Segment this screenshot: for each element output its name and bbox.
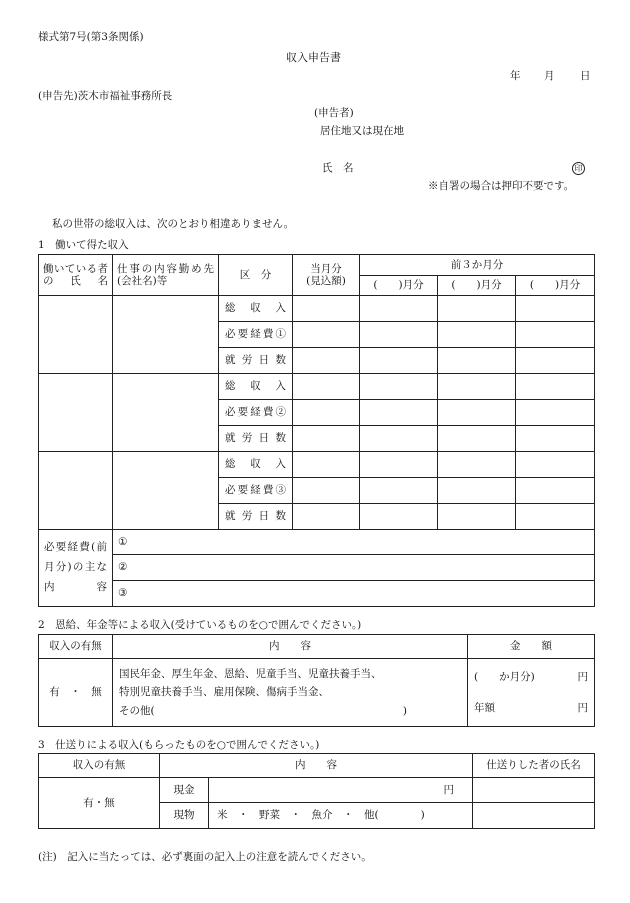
value-cell[interactable] xyxy=(360,400,438,426)
form-number: 様式第7号(第3条関係) xyxy=(38,31,144,43)
value-cell[interactable] xyxy=(293,400,360,426)
value-cell[interactable] xyxy=(360,452,438,478)
expense-item-2[interactable]: ② xyxy=(113,555,595,581)
addressee: (申告先)茨木市福祉事務所長 xyxy=(38,90,173,102)
date-month-label: 月 xyxy=(544,70,555,82)
cash-amount-cell[interactable]: 円 xyxy=(209,778,473,803)
value-cell[interactable] xyxy=(360,426,438,452)
col-content: 内 容 xyxy=(160,754,473,778)
footer-note: (注) 記入に当たっては、必ず裏面の記入上の注意を読んでください。 xyxy=(38,851,372,863)
value-cell[interactable] xyxy=(438,400,516,426)
value-cell[interactable] xyxy=(438,452,516,478)
value-cell[interactable] xyxy=(293,478,360,504)
value-cell[interactable] xyxy=(516,322,595,348)
col-work-content: 仕事の内容勤め先(会社名)等 xyxy=(113,255,219,296)
cash-label: 現金 xyxy=(160,778,209,803)
value-cell[interactable] xyxy=(516,504,595,530)
value-cell[interactable] xyxy=(293,322,360,348)
date-day-label: 日 xyxy=(580,70,591,82)
row-label: 就労日数 xyxy=(219,504,293,530)
value-cell[interactable] xyxy=(438,504,516,530)
goods-items-choice[interactable]: 米 ・ 野菜 ・ 魚介 ・ 他( ) xyxy=(209,803,473,829)
work-content-cell[interactable] xyxy=(113,296,219,374)
value-cell[interactable] xyxy=(360,348,438,374)
section1-title: 1 働いて得た収入 xyxy=(38,239,129,251)
date-year-label: 年 xyxy=(510,70,521,82)
value-cell[interactable] xyxy=(516,400,595,426)
value-cell[interactable] xyxy=(360,322,438,348)
col-income-status: 収入の有無 xyxy=(39,635,113,659)
sender-name-cell[interactable] xyxy=(473,803,595,829)
value-cell[interactable] xyxy=(516,348,595,374)
expense-item-1[interactable]: ① xyxy=(113,530,595,555)
income-status-choice[interactable]: 有 ・ 無 xyxy=(39,659,113,727)
sender-name-cell[interactable] xyxy=(473,778,595,803)
row-label: 必要経費① xyxy=(219,322,293,348)
seal-note: ※自署の場合は押印不要です。 xyxy=(428,180,575,192)
value-cell[interactable] xyxy=(360,478,438,504)
row-label: 必要経費② xyxy=(219,400,293,426)
declarant-label: (申告者) xyxy=(314,107,354,119)
value-cell[interactable] xyxy=(293,426,360,452)
address-label: 居住地又は現在地 xyxy=(320,125,404,137)
work-income-table xyxy=(38,254,595,607)
seal-mark: 印 xyxy=(572,162,585,175)
row-label: 総 収 入 xyxy=(219,296,293,322)
col-current-month: 当月分 (見込額) xyxy=(293,255,360,296)
pension-income-table xyxy=(38,634,595,727)
col-sender-name: 仕送りした者の氏名 xyxy=(473,754,595,778)
value-cell[interactable] xyxy=(293,374,360,400)
value-cell[interactable] xyxy=(516,374,595,400)
col-category: 区 分 xyxy=(219,255,293,296)
value-cell[interactable] xyxy=(438,348,516,374)
value-cell[interactable] xyxy=(438,478,516,504)
row-label: 必要経費③ xyxy=(219,478,293,504)
month-label: ( )月分 xyxy=(516,276,595,296)
value-cell[interactable] xyxy=(293,452,360,478)
value-cell[interactable] xyxy=(438,374,516,400)
col-content: 内 容 xyxy=(113,635,468,659)
row-label: 総 収 入 xyxy=(219,374,293,400)
value-cell[interactable] xyxy=(360,374,438,400)
row-label: 総 収 入 xyxy=(219,452,293,478)
month-label: ( )月分 xyxy=(438,276,516,296)
value-cell[interactable] xyxy=(438,426,516,452)
col-amount: 金 額 xyxy=(468,635,595,659)
worker-name-cell[interactable] xyxy=(39,374,113,452)
worker-name-cell[interactable] xyxy=(39,452,113,530)
name-label: 氏 名 xyxy=(322,162,354,174)
expense-label: 必要経費(前月分)の主な内容 xyxy=(39,530,113,607)
goods-label: 現物 xyxy=(160,803,209,829)
row-label: 就労日数 xyxy=(219,348,293,374)
value-cell[interactable] xyxy=(438,322,516,348)
value-cell[interactable] xyxy=(516,296,595,322)
expense-item-3[interactable]: ③ xyxy=(113,581,595,607)
income-status-choice[interactable]: 有・無 xyxy=(39,778,160,829)
value-cell[interactable] xyxy=(516,426,595,452)
worker-name-cell[interactable] xyxy=(39,296,113,374)
value-cell[interactable] xyxy=(293,296,360,322)
value-cell[interactable] xyxy=(516,478,595,504)
section3-title: 3 仕送りによる収入(もらったものを○で囲んでください。) xyxy=(38,739,320,751)
col-income-status: 収入の有無 xyxy=(39,754,160,778)
declaration-statement: 私の世帯の総収入は、次のとおり相違ありません。 xyxy=(52,218,295,230)
remittance-income-table xyxy=(38,753,595,829)
seal-icon xyxy=(572,162,585,175)
page-title: 収入申告書 xyxy=(286,51,341,64)
value-cell[interactable] xyxy=(438,296,516,322)
row-label: 就労日数 xyxy=(219,426,293,452)
col-previous-3-months: 前３か月分 xyxy=(360,255,595,276)
col-worker-name: 働いている者の氏名 xyxy=(39,255,113,296)
section2-title: 2 恩給、年金等による収入(受けているものを○で囲んでください。) xyxy=(38,619,362,631)
work-content-cell[interactable] xyxy=(113,374,219,452)
month-label: ( )月分 xyxy=(360,276,438,296)
pension-content[interactable]: 国民年金、厚生年金、恩給、児童手当、児童扶養手当、 特別児童扶養手当、雇用保険、傷病手当金、 その他( ) xyxy=(113,659,468,727)
value-cell[interactable] xyxy=(360,504,438,530)
value-cell[interactable] xyxy=(293,504,360,530)
amount-cell[interactable]: ( か月分) 円 年額 円 xyxy=(468,659,595,727)
work-content-cell[interactable] xyxy=(113,452,219,530)
value-cell[interactable] xyxy=(360,296,438,322)
value-cell[interactable] xyxy=(516,452,595,478)
value-cell[interactable] xyxy=(293,348,360,374)
